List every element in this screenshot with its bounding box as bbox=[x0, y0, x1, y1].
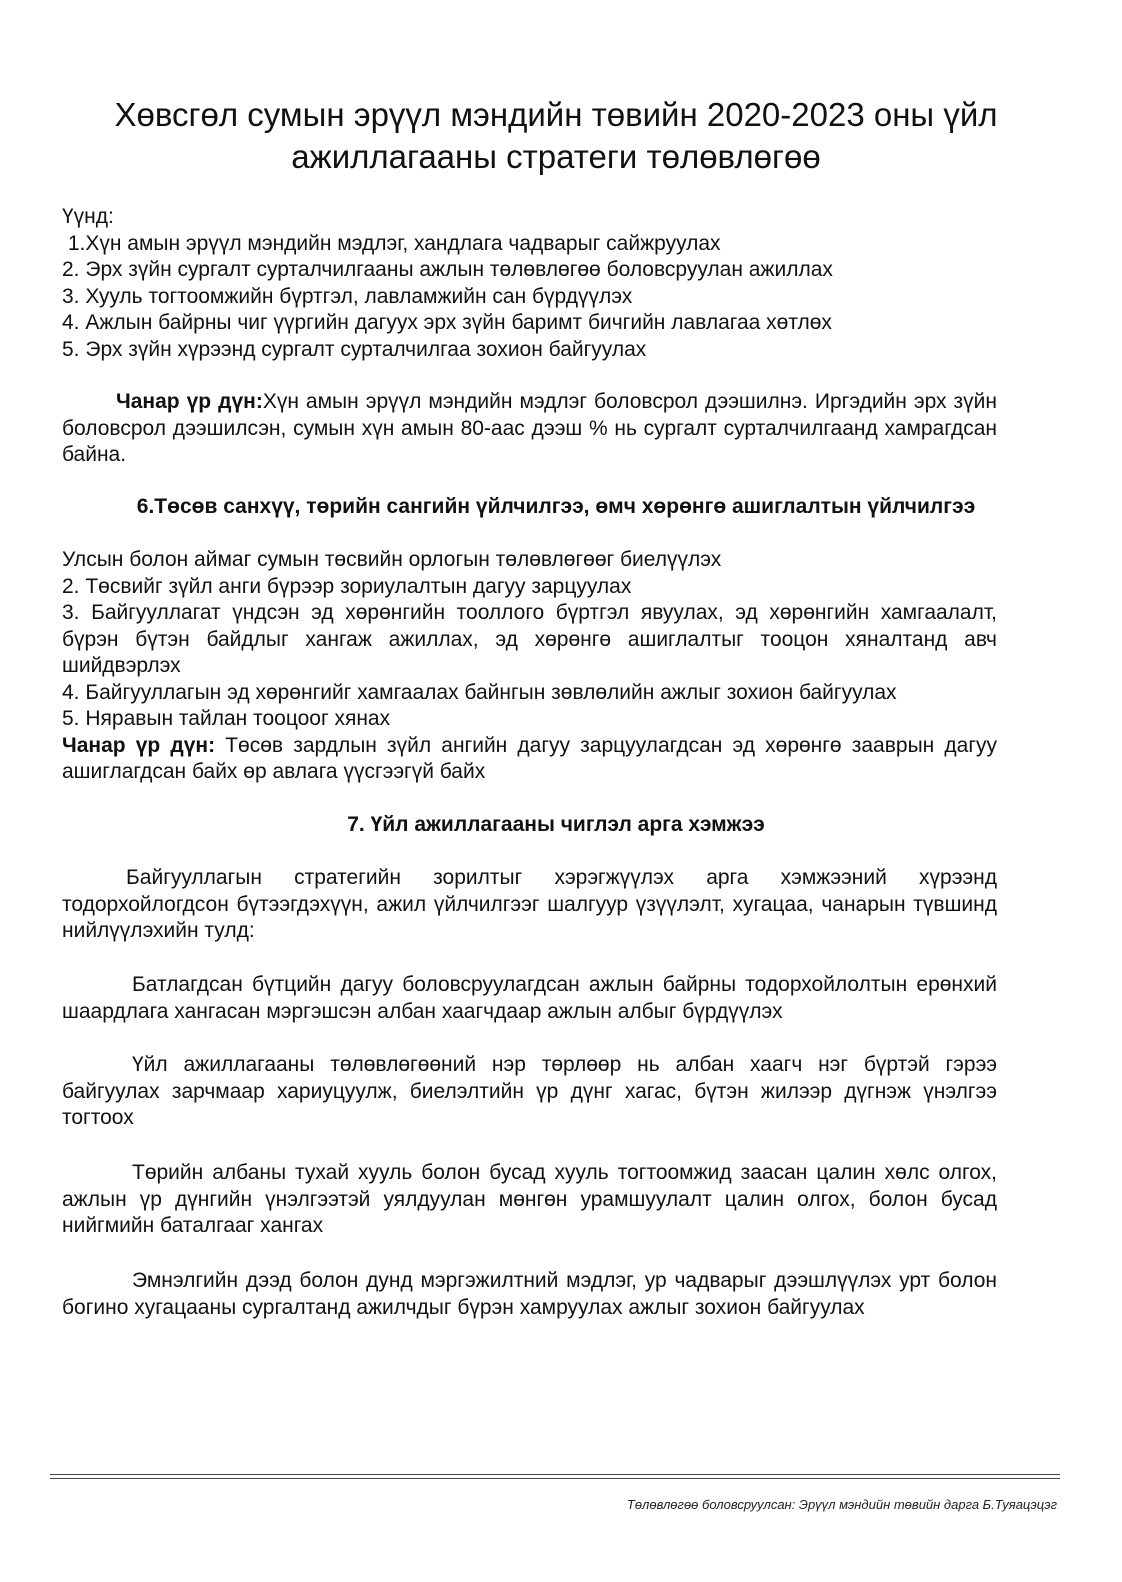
footer-divider bbox=[50, 1474, 1060, 1479]
section7-paragraph: Үйл ажиллагааны төлөвлөгөөний нэр төрлөөр нь албан хаагч нэг бүртэй гэрээ байгуулах зарчмаар хариуцуулж, биелэлтийн үр дүнг хагас, бүтэн жилээр дүгнэж үнэлгээ тогтоох bbox=[62, 1053, 997, 1129]
base-result bbox=[62, 389, 997, 469]
list-item: 3. Хууль тогтоомжийн бүртгэл, лавламжийн сан бүрдүүлэх bbox=[62, 284, 633, 308]
list-item: 2. Төсвийг зүйл анги бүрээр зориулалтын дагуу зарцуулах bbox=[62, 574, 632, 598]
section7-intro: Байгууллагын стратегийн зорилтыг хэрэгжүүлэх арга хэмжээний хүрээнд тодорхойлогдсон бүтээгдэхүүн, ажил үйлчилгээг шалгуур үзүүлэлт, хугацаа, чанарын түвшинд нийлүүлэхийн тулд: bbox=[62, 866, 997, 942]
base-heading: Үүнд: bbox=[62, 205, 114, 228]
footer-signature: Төлөвлөгөө боловсруулсан: Эрүүл мэндийн төвийн дарга Б.Туяацэцэг bbox=[626, 1497, 1057, 1512]
section7-paragraph: Төрийн албаны тухай хууль болон бусад хууль тогтоомжид заасан цалин хөлс олгох, ажлын үр дүнгийн үнэлгээтэй уялдуулан мөнгөн урамшуулалт цалин олгох, болон бусад нийгмийн баталгааг хангах bbox=[62, 1161, 997, 1237]
document-title: Хөвсгөл сумын эрүүл мэндийн төвийн 2020-2023 оны үйл ажиллагааны стратеги төлөвлөгөө bbox=[114, 96, 998, 175]
section6-result bbox=[62, 733, 997, 786]
list-item: 4. Ажлын байрны чиг үүргийн дагуух эрх зүйн баримт бичгийн лавлагаа хөтлөх bbox=[62, 311, 832, 334]
result-label: Чанар үр дүн: bbox=[116, 390, 263, 413]
list-item: 4. Байгууллагын эд хөрөнгийг хамгаалах байнгын зөвлөлийн ажлыг зохион байгуулах bbox=[62, 680, 897, 704]
list-item: 3. Байгууллагат үндсэн эд хөрөнгийн тооллого бүртгэл явуулах, эд хөрөнгийн хамгаалалт, бүрэн бүтэн байдлыг хангаж ажиллах, эд хөрөнгө ашиглалтыг тооцон хяналтанд авч шийдвэрлэх bbox=[62, 601, 997, 677]
result-label: Чанар үр дүн: bbox=[62, 733, 216, 757]
list-item: 5. Няравын тайлан тооцоог хянах bbox=[62, 707, 391, 730]
result-text: Хүн амын эрүүл мэндийн мэдлэг боловсрол дээшилнэ. Иргэдийн эрх зүйн боловсрол дээшилсэн, сумын хүн амын 80-аас дээш % нь сургалт сурталчилгаанд хамрагдсан байна. bbox=[62, 390, 997, 466]
section6-list bbox=[62, 547, 997, 786]
section6-heading: 6.Төсөв санхүү, төрийн сангийн үйлчилгээ, өмч хөрөнгө ашиглалтын үйлчилгээ bbox=[136, 495, 976, 518]
section7-paragraph: Батлагдсан бүтцийн дагуу боловсруулагдсан ажлын байрны тодорхойлолтын ерөнхий шаардлага хангасан мэргэшсэн албан хаагчдаар ажлын албыг бүрдүүлэх bbox=[62, 973, 997, 1023]
section7-paragraph: Эмнэлгийн дээд болон дунд мэргэжилтний мэдлэг, ур чадварыг дээшлүүлэх урт болон богино хугацааны сургалтанд ажилчдыг бүрэн хамруулах ажлыг зохион байгуулах bbox=[62, 1269, 997, 1319]
list-item: 2. Эрх зүйн сургалт сурталчилгааны ажлын төлөвлөгөө боловсруулан ажиллах bbox=[62, 258, 833, 281]
list-item: Улсын болон аймаг сумын төсвийн орлогын төлөвлөгөөг биелүүлэх bbox=[62, 548, 722, 571]
result-text: Төсөв зардлын зүйл ангийн дагуу зарцуулагдсан эд хөрөнгө зааврын дагуу ашиглагдсан байх өр авлага үүсгээгүй байх bbox=[62, 733, 997, 783]
list-item: 1.Хүн амын эрүүл мэндийн мэдлэг, хандлага чадварыг сайжруулах bbox=[62, 231, 721, 255]
section7-heading: 7. Үйл ажиллагааны чиглэл арга хэмжээ bbox=[347, 813, 765, 836]
base-list bbox=[62, 204, 997, 363]
list-item: 5. Эрх зүйн хүрээнд сургалт сурталчилгаа зохион байгуулах bbox=[62, 337, 647, 361]
